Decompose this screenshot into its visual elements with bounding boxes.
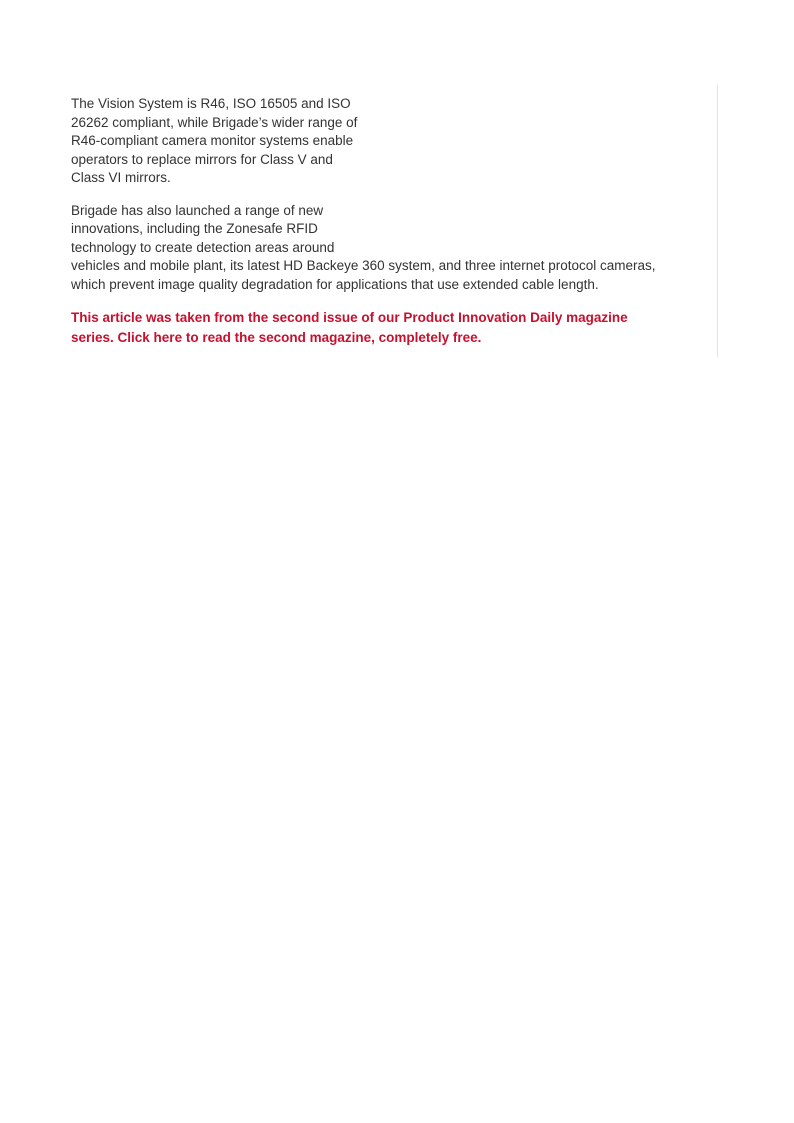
paragraph-line: Brigade has also launched a range of new bbox=[71, 202, 324, 218]
article-body bbox=[71, 95, 711, 347]
paragraph-line: operators to replace mirrors for Class V and bbox=[71, 151, 333, 167]
cta-line: This article was taken from the second issue of our Product Innovation Daily magazine bbox=[71, 310, 628, 325]
paragraph-line: innovations, including the Zonesafe RFID bbox=[71, 221, 318, 236]
paragraph-line: 26262 compliant, while Brigade’s wider range of bbox=[71, 114, 358, 130]
paragraph-line: R46-compliant camera monitor systems enable bbox=[71, 133, 354, 148]
paragraph-vision-system bbox=[71, 95, 711, 188]
read-magazine-link[interactable] bbox=[71, 308, 711, 347]
paragraph-line: technology to create detection areas around bbox=[71, 239, 335, 255]
paragraph-line: vehicles and mobile plant, its latest HD Backeye 360 system, and three internet protocol cameras, bbox=[71, 258, 656, 273]
paragraph-line: which prevent image quality degradation for applications that use extended cable length. bbox=[71, 276, 599, 292]
paragraph-brigade-launches bbox=[71, 202, 711, 295]
paragraph-line: Class VI mirrors. bbox=[71, 170, 171, 185]
cta-line: series. Click here to read the second magazine, completely free. bbox=[71, 329, 482, 345]
column-divider bbox=[717, 85, 718, 357]
paragraph-line: The Vision System is R46, ISO 16505 and ISO bbox=[71, 96, 351, 111]
